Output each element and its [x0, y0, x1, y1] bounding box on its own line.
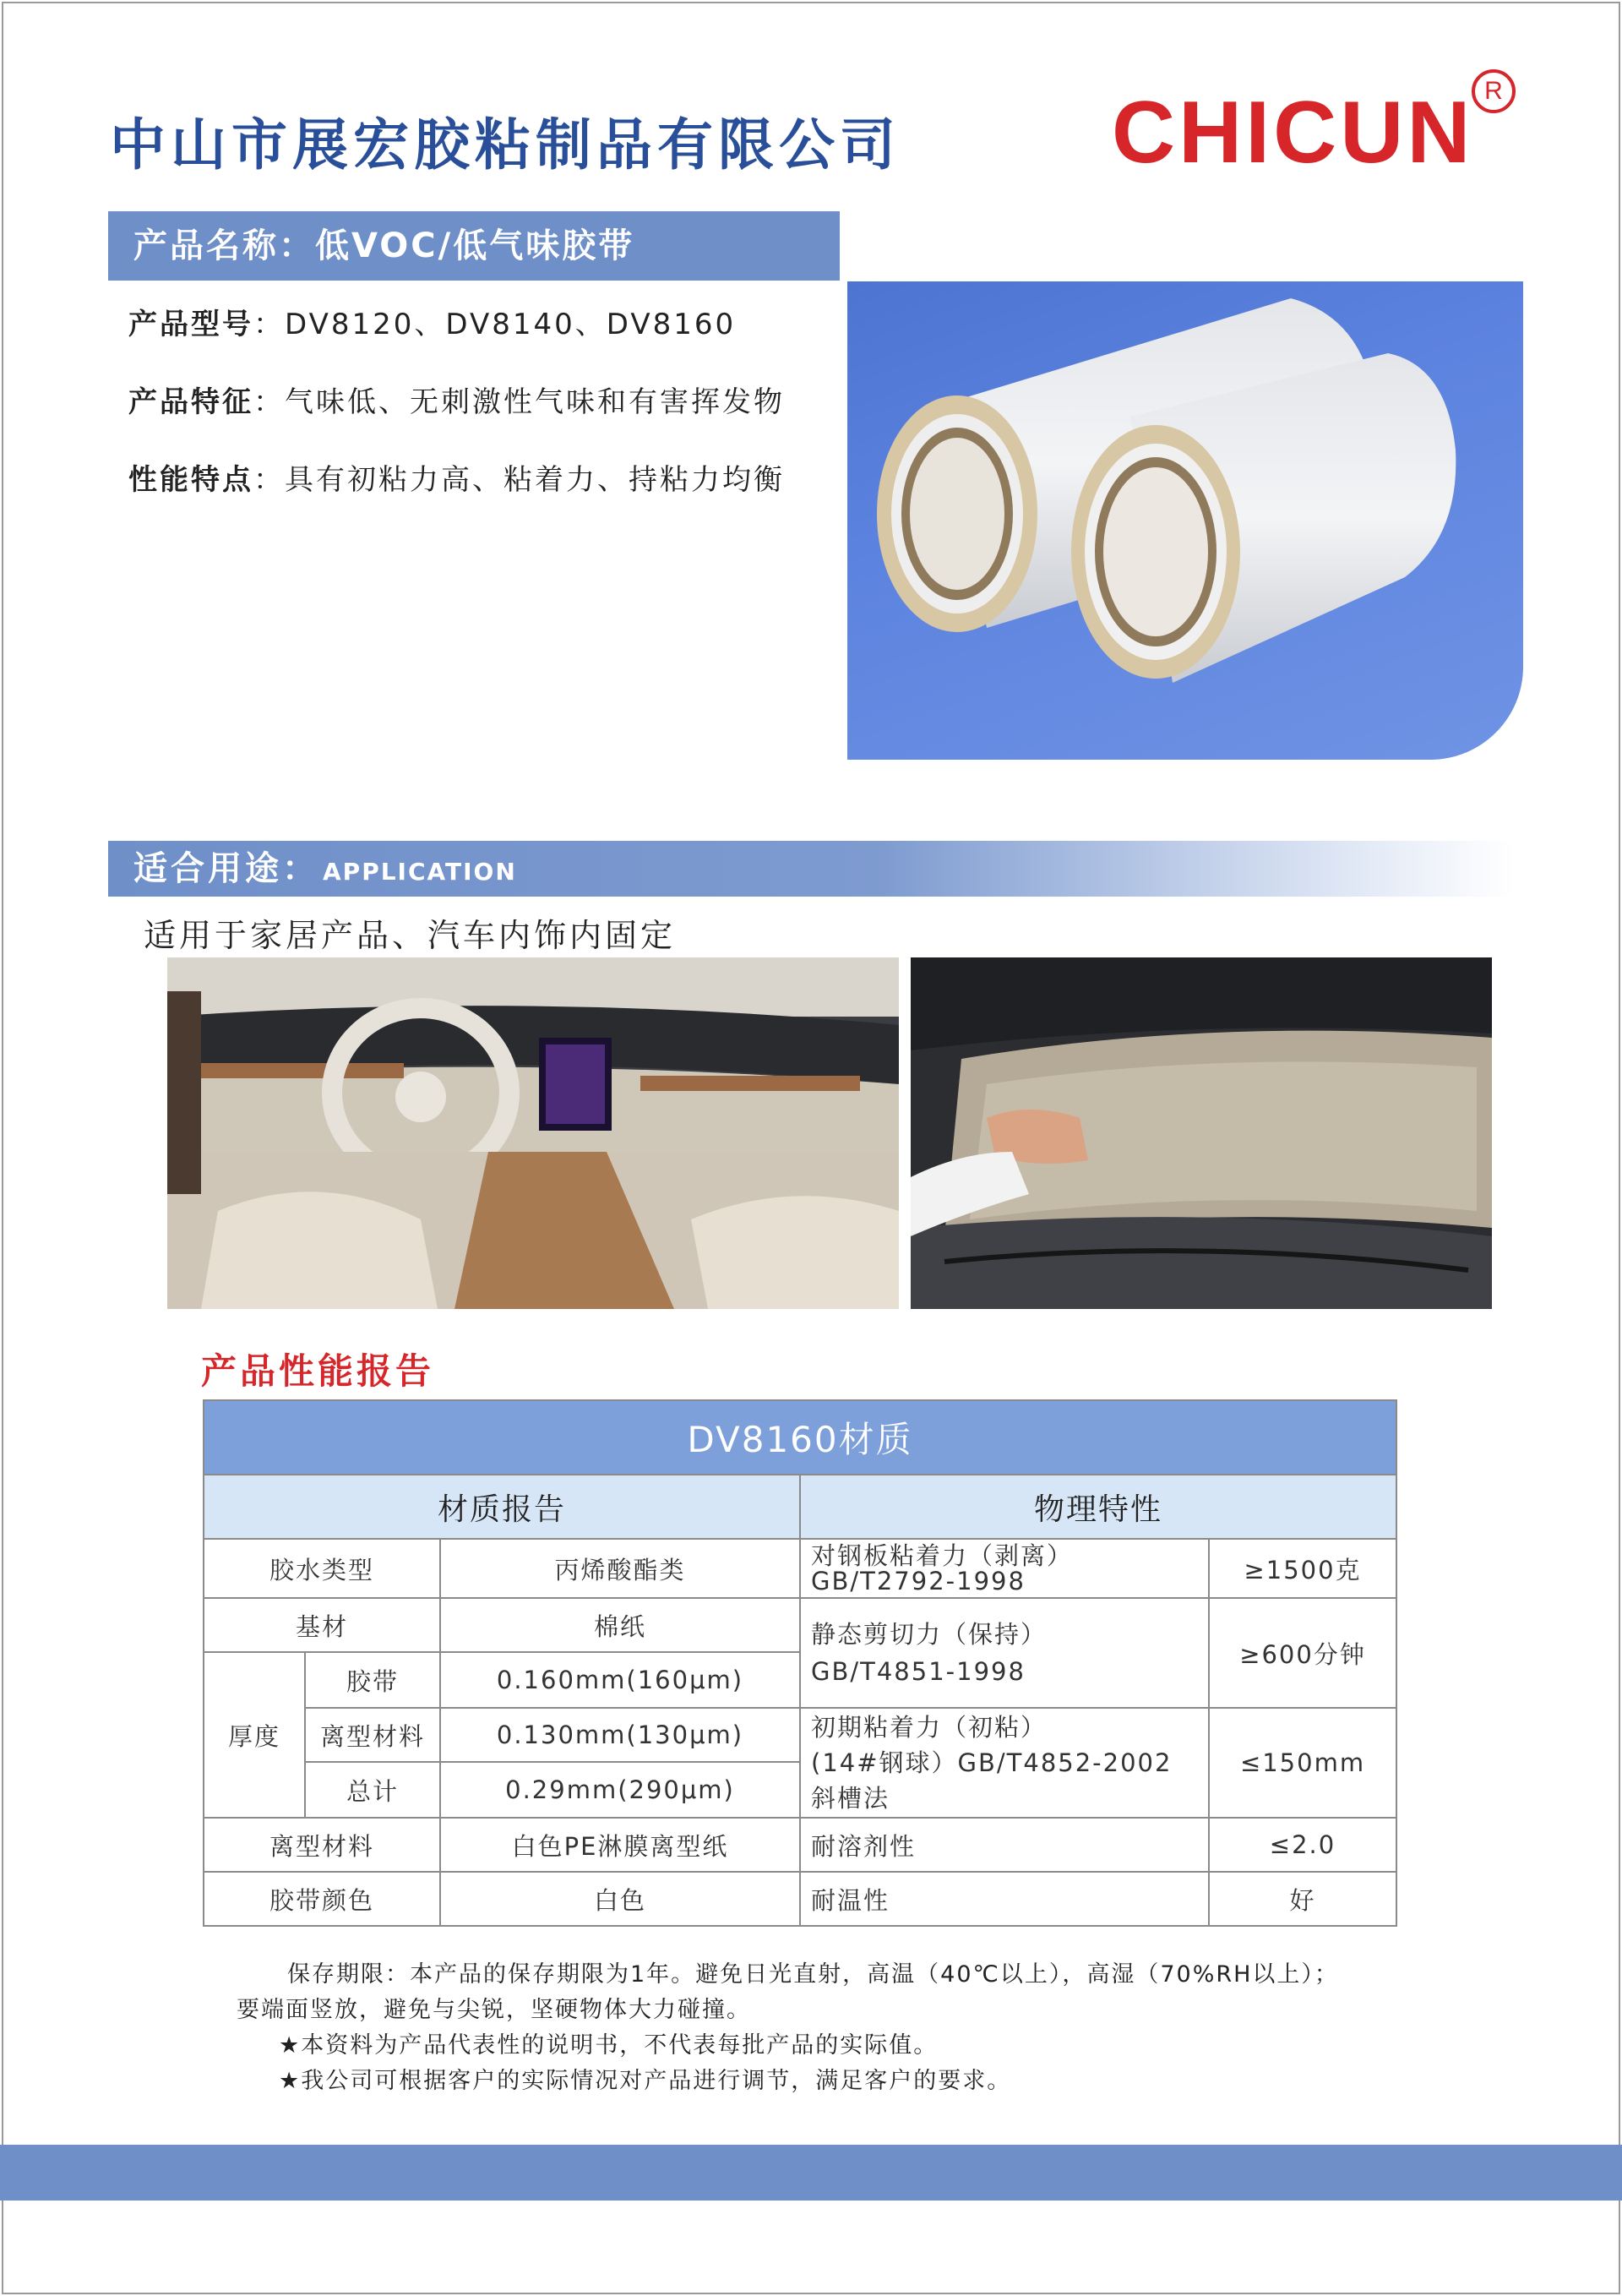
- peel-adhesion-name: 对钢板粘着力（剥离）: [811, 1541, 1074, 1570]
- base-label: 基材: [204, 1598, 440, 1652]
- thickness-tape-label: 胶带: [305, 1652, 440, 1708]
- shear-value: ≥600分钟: [1209, 1598, 1396, 1708]
- shear-name: 静态剪切力（保持）: [811, 1620, 1048, 1649]
- spec-feature-key: 产品特征: [128, 385, 253, 419]
- hood-liner-photo: [911, 957, 1492, 1309]
- thickness-total-value: 0.29mm(290μm): [440, 1762, 800, 1818]
- report-title: 产品性能报告: [201, 1350, 435, 1392]
- solvent-value: ≤2.0: [1209, 1818, 1396, 1872]
- registered-mark-icon: R: [1472, 69, 1516, 113]
- storage-note-line1: 保存期限：本产品的保存期限为1年。避免日光直射，高温（40℃以上），高湿（70%RH以上）；: [287, 1961, 1339, 1988]
- table-row: [204, 1539, 1396, 1598]
- tack-standard: (14#钢球）GB/T4852-2002: [811, 1748, 1173, 1777]
- table-row: [204, 1708, 1396, 1762]
- tack-method: 斜槽法: [811, 1784, 890, 1813]
- release-material-label: 离型材料: [204, 1818, 440, 1872]
- disclaimer-note: ★本资料为产品代表性的说明书，不代表每批产品的实际值。: [279, 2032, 939, 2059]
- thickness-label: 厚度: [204, 1652, 305, 1818]
- storage-note-line2: 要端面竖放，避免与尖锐，坚硬物体大力碰撞。: [237, 1997, 751, 2023]
- base-value: 棉纸: [440, 1598, 800, 1652]
- shear-cell: [800, 1598, 1209, 1708]
- thickness-tape-value: 0.160mm(160μm): [440, 1652, 800, 1708]
- peel-adhesion-value: ≥1500克: [1209, 1539, 1396, 1598]
- car-interior-illustration: [167, 957, 899, 1309]
- spec-table: [203, 1399, 1397, 1927]
- tack-value: ≤150mm: [1209, 1708, 1396, 1818]
- tape-rolls-illustration: [847, 281, 1523, 760]
- tack-cell: [800, 1708, 1209, 1818]
- spec-model-value: DV8120、DV8140、DV8160: [285, 308, 737, 341]
- tape-color-label: 胶带颜色: [204, 1872, 440, 1926]
- notes: [237, 1957, 1419, 2099]
- spec-model: 产品型号：DV8120、DV8140、DV8160: [128, 308, 737, 341]
- spec-performance-key: 性能特点: [128, 463, 253, 497]
- solvent-name: 耐溶剂性: [800, 1818, 1209, 1872]
- brand-logo: CHICUN: [1112, 84, 1474, 182]
- shear-standard: GB/T4851-1998: [811, 1657, 1026, 1686]
- peel-adhesion-standard: GB/T2792-1998: [811, 1567, 1026, 1595]
- product-name-value: 低VOC/低气味胶带: [315, 226, 635, 265]
- tape-rolls-image: [847, 281, 1523, 760]
- col-physical-properties: 物理特性: [800, 1475, 1396, 1539]
- thickness-release-value: 0.130mm(130μm): [440, 1708, 800, 1762]
- glue-type-value: 丙烯酸酯类: [440, 1539, 800, 1598]
- table-row: [204, 1818, 1396, 1872]
- spec-performance: 性能特点：具有初粘力高、粘着力、持粘力均衡: [128, 463, 785, 497]
- glue-type-label: 胶水类型: [204, 1539, 440, 1598]
- temperature-name: 耐温性: [800, 1872, 1209, 1926]
- product-name-label: 产品名称：: [133, 226, 315, 265]
- application-title-en: APPLICATION: [323, 858, 517, 886]
- application-text: 适用于家居产品、汽车内饰内固定: [144, 917, 677, 954]
- tack-name: 初期粘着力（初粘）: [811, 1713, 1048, 1742]
- product-name-bar: [108, 211, 840, 281]
- tape-color-value: 白色: [440, 1872, 800, 1926]
- spec-feature-value: 气味低、无刺激性气味和有害挥发物: [285, 385, 785, 419]
- thickness-release-label: 离型材料: [305, 1708, 440, 1762]
- temperature-value: 好: [1209, 1872, 1396, 1926]
- company-name: 中山市展宏胶粘制品有限公司: [110, 112, 901, 177]
- release-material-value: 白色PE淋膜离型纸: [440, 1818, 800, 1872]
- peel-adhesion-cell: [800, 1539, 1209, 1598]
- application-title: 适合用途：: [133, 849, 319, 888]
- adjustment-note: ★我公司可根据客户的实际情况对产品进行调节，满足客户的要求。: [279, 2068, 1012, 2094]
- application-section-bar: [108, 841, 1514, 897]
- footer-bar: [0, 2145, 1622, 2201]
- spec-model-key: 产品型号: [128, 308, 253, 341]
- col-material-report: 材质报告: [204, 1475, 800, 1539]
- thickness-total-label: 总计: [305, 1762, 440, 1818]
- spec-performance-value: 具有初粘力高、粘着力、持粘力均衡: [285, 463, 785, 497]
- table-row: [204, 1598, 1396, 1652]
- table-row: [204, 1872, 1396, 1926]
- table-title: DV8160材质: [204, 1400, 1396, 1475]
- hood-liner-illustration: [911, 957, 1492, 1309]
- spec-feature: 产品特征：气味低、无刺激性气味和有害挥发物: [128, 385, 785, 419]
- car-interior-photo: [167, 957, 899, 1309]
